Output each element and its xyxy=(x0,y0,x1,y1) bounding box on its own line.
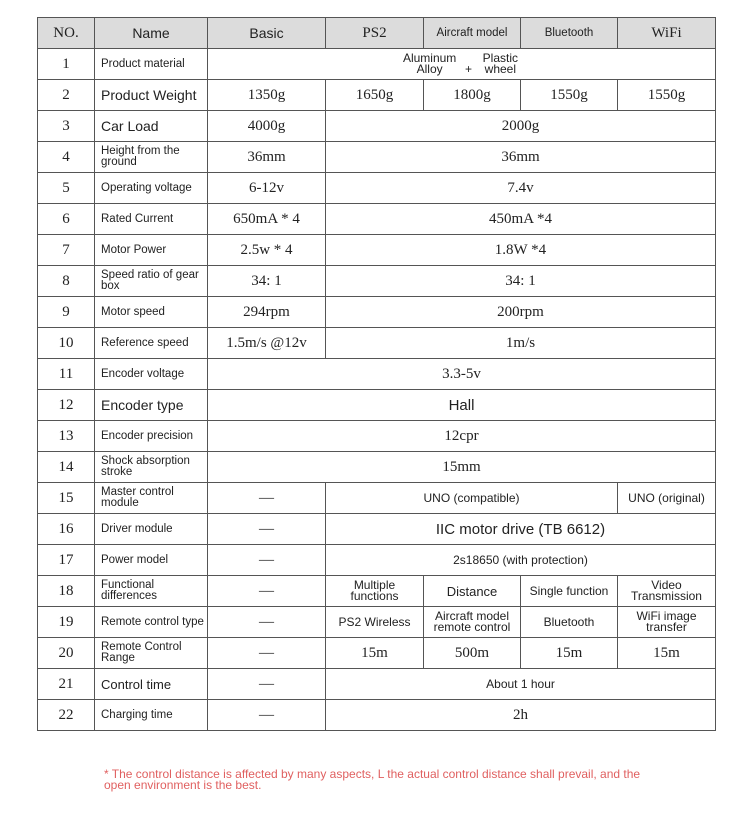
row-number: 17 xyxy=(38,545,95,576)
row-label: Control time xyxy=(95,669,208,700)
material-plus: + xyxy=(464,62,472,76)
cell-wifi: 1550g xyxy=(618,80,716,111)
cell-aircraft: 500m xyxy=(424,638,521,669)
cell-basic: 650mA * 4 xyxy=(208,204,326,235)
cell-aircraft: 1800g xyxy=(424,80,521,111)
cell-bluetooth: 15m xyxy=(521,638,618,669)
cell-ps2: Multiple functions xyxy=(326,576,424,607)
cell-rest: 34: 1 xyxy=(326,266,716,297)
cell-rest: IIC motor drive (TB 6612) xyxy=(326,514,716,545)
cell-mid: UNO (compatible) xyxy=(326,483,618,514)
material-part: Plastic wheel xyxy=(482,51,519,76)
row-label: Remote control type xyxy=(95,607,208,638)
row-number: 15 xyxy=(38,483,95,514)
header-wifi: WiFi xyxy=(618,18,716,49)
row-label: Motor speed xyxy=(95,297,208,328)
table-row xyxy=(38,700,716,731)
cell-wifi: 15m xyxy=(618,638,716,669)
row-label: Encoder precision xyxy=(95,421,208,452)
material-part: Aluminum Alloy xyxy=(402,51,457,76)
cell-basic: — xyxy=(208,607,326,638)
table-row xyxy=(38,421,716,452)
row-label: Speed ratio of gear box xyxy=(95,266,208,297)
row-number: 3 xyxy=(38,111,95,142)
row-label: Master control module xyxy=(95,483,208,514)
cell-basic: — xyxy=(208,514,326,545)
table-row xyxy=(38,607,716,638)
row-label: Car Load xyxy=(95,111,208,142)
row-number: 1 xyxy=(38,49,95,80)
table-row xyxy=(38,514,716,545)
cell-aircraft: Distance xyxy=(424,576,521,607)
table-row xyxy=(38,576,716,607)
row-number: 12 xyxy=(38,390,95,421)
cell-rest: 450mA *4 xyxy=(326,204,716,235)
cell-rest: 2h xyxy=(326,700,716,731)
cell-basic: 1.5m/s @12v xyxy=(208,328,326,359)
row-label: Product Weight xyxy=(95,80,208,111)
row-number: 7 xyxy=(38,235,95,266)
cell-all: 15mm xyxy=(208,452,716,483)
table-row xyxy=(38,204,716,235)
row-label: Height from the ground xyxy=(95,142,208,173)
header-no: NO. xyxy=(38,18,95,49)
cell-rest: 200rpm xyxy=(326,297,716,328)
table-row xyxy=(38,266,716,297)
table-row xyxy=(38,638,716,669)
row-number: 18 xyxy=(38,576,95,607)
cell-aircraft: Aircraft model remote control xyxy=(424,607,521,638)
cell-rest: 2s18650 (with protection) xyxy=(326,545,716,576)
cell-rest: About 1 hour xyxy=(326,669,716,700)
cell-rest: 7.4v xyxy=(326,173,716,204)
table-row xyxy=(38,173,716,204)
cell-basic: 34: 1 xyxy=(208,266,326,297)
header-ps2: PS2 xyxy=(326,18,424,49)
row-label: Product material xyxy=(95,49,208,80)
row-number: 20 xyxy=(38,638,95,669)
cell-basic: — xyxy=(208,700,326,731)
row-number: 6 xyxy=(38,204,95,235)
row-number: 8 xyxy=(38,266,95,297)
cell-wifi: WiFi image transfer xyxy=(618,607,716,638)
row-label: Encoder voltage xyxy=(95,359,208,390)
footnote: * The control distance is affected by many aspects, L the actual control distance shall prevail, and the open environment is the best. xyxy=(104,767,641,792)
row-number: 13 xyxy=(38,421,95,452)
row-label: Encoder type xyxy=(95,390,208,421)
cell-bluetooth: Bluetooth xyxy=(521,607,618,638)
row-number: 14 xyxy=(38,452,95,483)
cell-basic: 36mm xyxy=(208,142,326,173)
row-number: 9 xyxy=(38,297,95,328)
cell-bluetooth: Single function xyxy=(521,576,618,607)
cell-all: 3.3-5v xyxy=(208,359,716,390)
row-label: Remote Control Range xyxy=(95,638,208,669)
cell-rest: 1m/s xyxy=(326,328,716,359)
cell-wifi: Video Transmission xyxy=(618,576,716,607)
header-bluetooth: Bluetooth xyxy=(521,18,618,49)
row-number: 5 xyxy=(38,173,95,204)
cell-basic: — xyxy=(208,576,326,607)
row-number: 21 xyxy=(38,669,95,700)
header-row xyxy=(38,18,716,49)
row-number: 22 xyxy=(38,700,95,731)
row-number: 4 xyxy=(38,142,95,173)
cell-ps2: 15m xyxy=(326,638,424,669)
row-label: Operating voltage xyxy=(95,173,208,204)
row-number: 2 xyxy=(38,80,95,111)
row-label: Reference speed xyxy=(95,328,208,359)
table-row xyxy=(38,390,716,421)
table-row xyxy=(38,111,716,142)
row-label: Power model xyxy=(95,545,208,576)
row-number: 16 xyxy=(38,514,95,545)
table-row xyxy=(38,80,716,111)
cell-all: 12cpr xyxy=(208,421,716,452)
row-number: 11 xyxy=(38,359,95,390)
table-row xyxy=(38,142,716,173)
cell-basic: 294rpm xyxy=(208,297,326,328)
cell-basic: — xyxy=(208,545,326,576)
row-label: Motor Power xyxy=(95,235,208,266)
row-number: 19 xyxy=(38,607,95,638)
cell-basic: — xyxy=(208,638,326,669)
header-name: Name xyxy=(95,18,208,49)
row-label: Driver module xyxy=(95,514,208,545)
spec-table xyxy=(37,17,716,731)
cell-rest: 36mm xyxy=(326,142,716,173)
material-cell xyxy=(208,49,716,80)
row-label: Rated Current xyxy=(95,204,208,235)
cell-wifi: UNO (original) xyxy=(618,483,716,514)
table-row xyxy=(38,452,716,483)
row-label: Shock absorption stroke xyxy=(95,452,208,483)
header-aircraft: Aircraft model xyxy=(424,18,521,49)
cell-basic: — xyxy=(208,669,326,700)
cell-basic: 4000g xyxy=(208,111,326,142)
header-basic: Basic xyxy=(208,18,326,49)
table-row xyxy=(38,669,716,700)
table-row xyxy=(38,545,716,576)
cell-all: Hall xyxy=(208,390,716,421)
table-row xyxy=(38,235,716,266)
cell-ps2: PS2 Wireless xyxy=(326,607,424,638)
row-number: 10 xyxy=(38,328,95,359)
cell-rest: 2000g xyxy=(326,111,716,142)
cell-basic: 6-12v xyxy=(208,173,326,204)
table-row xyxy=(38,297,716,328)
table-row xyxy=(38,483,716,514)
cell-bluetooth: 1550g xyxy=(521,80,618,111)
cell-basic: 1350g xyxy=(208,80,326,111)
table-row xyxy=(38,49,716,80)
cell-ps2: 1650g xyxy=(326,80,424,111)
cell-rest: 1.8W *4 xyxy=(326,235,716,266)
table-row xyxy=(38,328,716,359)
row-label: Charging time xyxy=(95,700,208,731)
row-label: Functional differences xyxy=(95,576,208,607)
table-row xyxy=(38,359,716,390)
cell-basic: 2.5w * 4 xyxy=(208,235,326,266)
cell-basic: — xyxy=(208,483,326,514)
